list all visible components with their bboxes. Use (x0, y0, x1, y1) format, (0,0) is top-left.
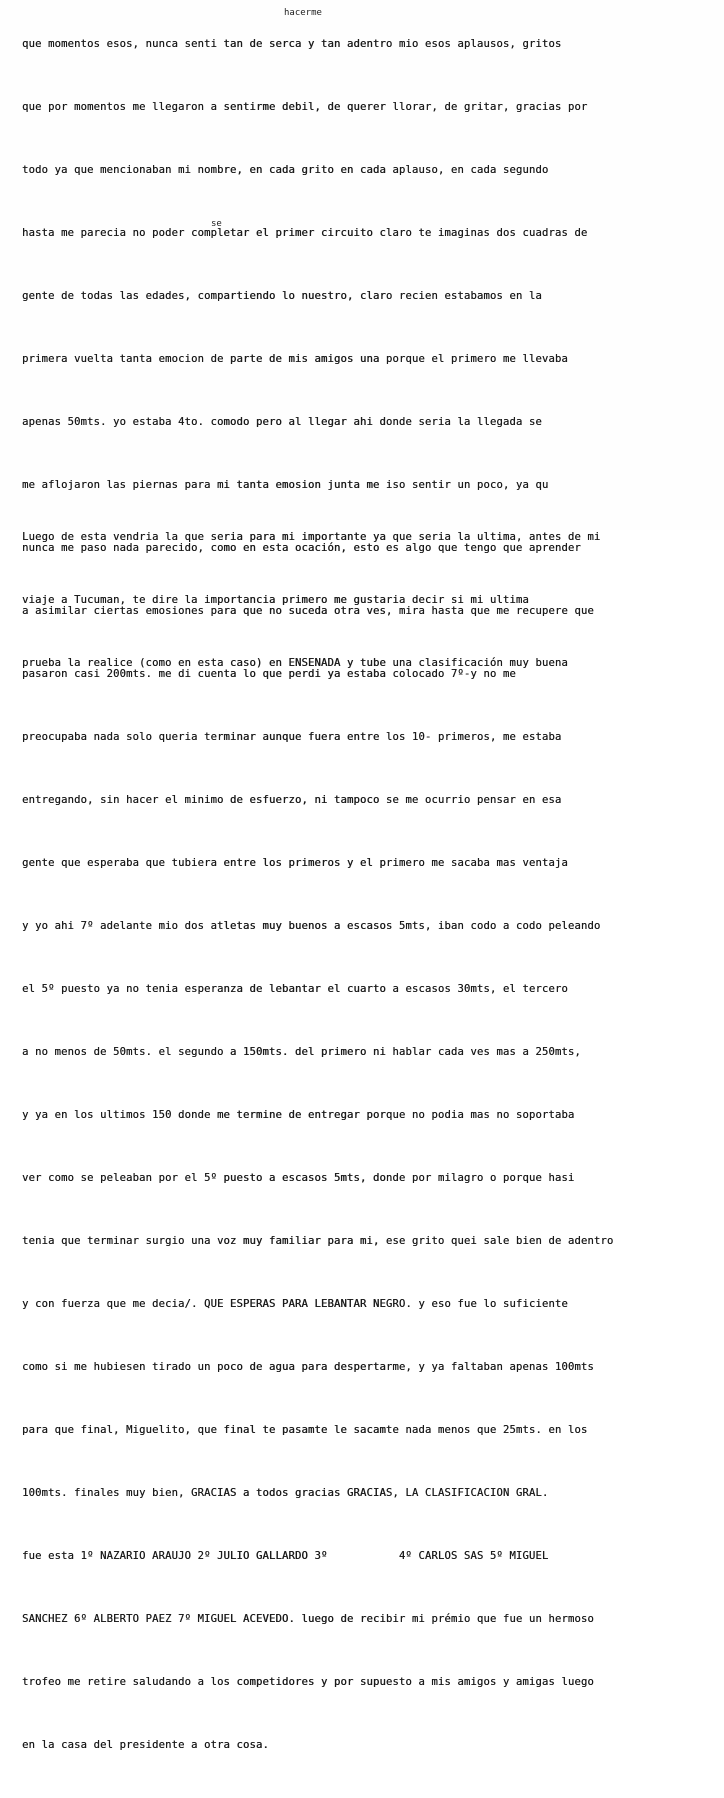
text-line: trofeo me retire saludando a los competidores y por supuesto a mis amigos y amigas luego (22, 1676, 594, 1688)
text-line: SANCHEZ 6º ALBERTO PAEZ 7º MIGUEL ACEVEDO. luego de recibir mi prémio que fue un hermoso (22, 1613, 594, 1625)
text-line: viaje a Tucuman, te dire la importancia primero me gustaria decir si mi ultima (22, 594, 529, 606)
text-line: fue esta 1º NAZARIO ARAUJO 2º JULIO GALLARDO 3º 4º CARLOS SAS 5º MIGUEL (22, 1550, 549, 1562)
typed-insertion: hacerme (284, 8, 322, 18)
text-line: apenas 50mts. yo estaba 4to. comodo pero al llegar ahi donde seria la llegada se (22, 416, 542, 428)
text-line: para que final, Miguelito, que final te pasamte le sacamte nada menos que 25mts. en los (22, 1424, 588, 1436)
text-line: primera vuelta tanta emocion de parte de mis amigos una porque el primero me llevaba (22, 353, 568, 365)
text-line: y con fuerza que me decia/. QUE ESPERAS PARA LEBANTAR NEGRO. y eso fue lo suficiente (22, 1298, 568, 1310)
text-line: el 5º puesto ya no tenia esperanza de lebantar el cuarto a escasos 30mts, el tercero (22, 983, 568, 995)
text-line: 100mts. finales muy bien, GRACIAS a todos gracias GRACIAS, LA CLASIFICACION GRAL. (22, 1487, 549, 1499)
text-line: pasaron casi 200mts. me di cuenta lo que perdi ya estaba colocado 7º-y no me (22, 668, 516, 680)
body-paragraph (22, 0, 724, 1798)
text-line: que momentos esos, nunca senti tan de serca y tan adentro mio esos aplausos, gritos (22, 38, 562, 50)
text-line: Luego de esta vendria la que seria para mi importante ya que seria la ultima, antes de mi (22, 531, 601, 543)
text-line: tenia que terminar surgio una voz muy familiar para mi, ese grito quei sale bien de adentro (22, 1235, 614, 1247)
text-line: ver como se peleaban por el 5º puesto a escasos 5mts, donde por milagro o porque hasi (22, 1172, 575, 1184)
text-line: todo ya que mencionaban mi nombre, en cada grito en cada aplauso, en cada segundo (22, 164, 549, 176)
text-line: en la casa del presidente a otra cosa. (22, 1739, 269, 1751)
text-line: preocupaba nada solo queria terminar aunque fuera entre los 10- primeros, me estaba (22, 731, 562, 743)
text-line: me aflojaron las piernas para mi tanta emosion junta me iso sentir un poco, ya qu (22, 479, 549, 491)
text-line: hasta me parecia no poder completar el primer circuito claro te imaginas dos cuadras de (22, 227, 588, 239)
text-line: a asimilar ciertas emosiones para que no suceda otra ves, mira hasta que me recupere que (22, 605, 594, 617)
text-line: como si me hubiesen tirado un poco de agua para despertarme, y ya faltaban apenas 100mts (22, 1361, 594, 1373)
text-line: y ya en los ultimos 150 donde me termine de entregar porque no podia mas no soportaba (22, 1109, 575, 1121)
next-paragraph (22, 485, 724, 716)
text-line: entregando, sin hacer el minimo de esfuerzo, ni tampoco se me ocurrio pensar en esa (22, 794, 562, 806)
text-line: y yo ahi 7º adelante mio dos atletas muy buenos a escasos 5mts, iban codo a codo peleando (22, 920, 601, 932)
text-line: gente que esperaba que tubiera entre los primeros y el primero me sacaba mas ventaja (22, 857, 568, 869)
text-line: prueba la realice (como en esta caso) en ENSENADA y tube una clasificación muy buena (22, 657, 568, 669)
text-line: que por momentos me llegaron a sentirme debil, de querer llorar, de gritar, gracias por (22, 101, 588, 113)
text-line: gente de todas las edades, compartiendo lo nuestro, claro recien estabamos en la (22, 290, 542, 302)
text-line: a no menos de 50mts. el segundo a 150mts. del primero ni hablar cada ves mas a 250mts, (22, 1046, 581, 1058)
typed-insertion: se (211, 219, 222, 229)
text-line: nunca me paso nada parecido, como en esta ocación, esto es algo que tengo que aprender (22, 542, 581, 554)
